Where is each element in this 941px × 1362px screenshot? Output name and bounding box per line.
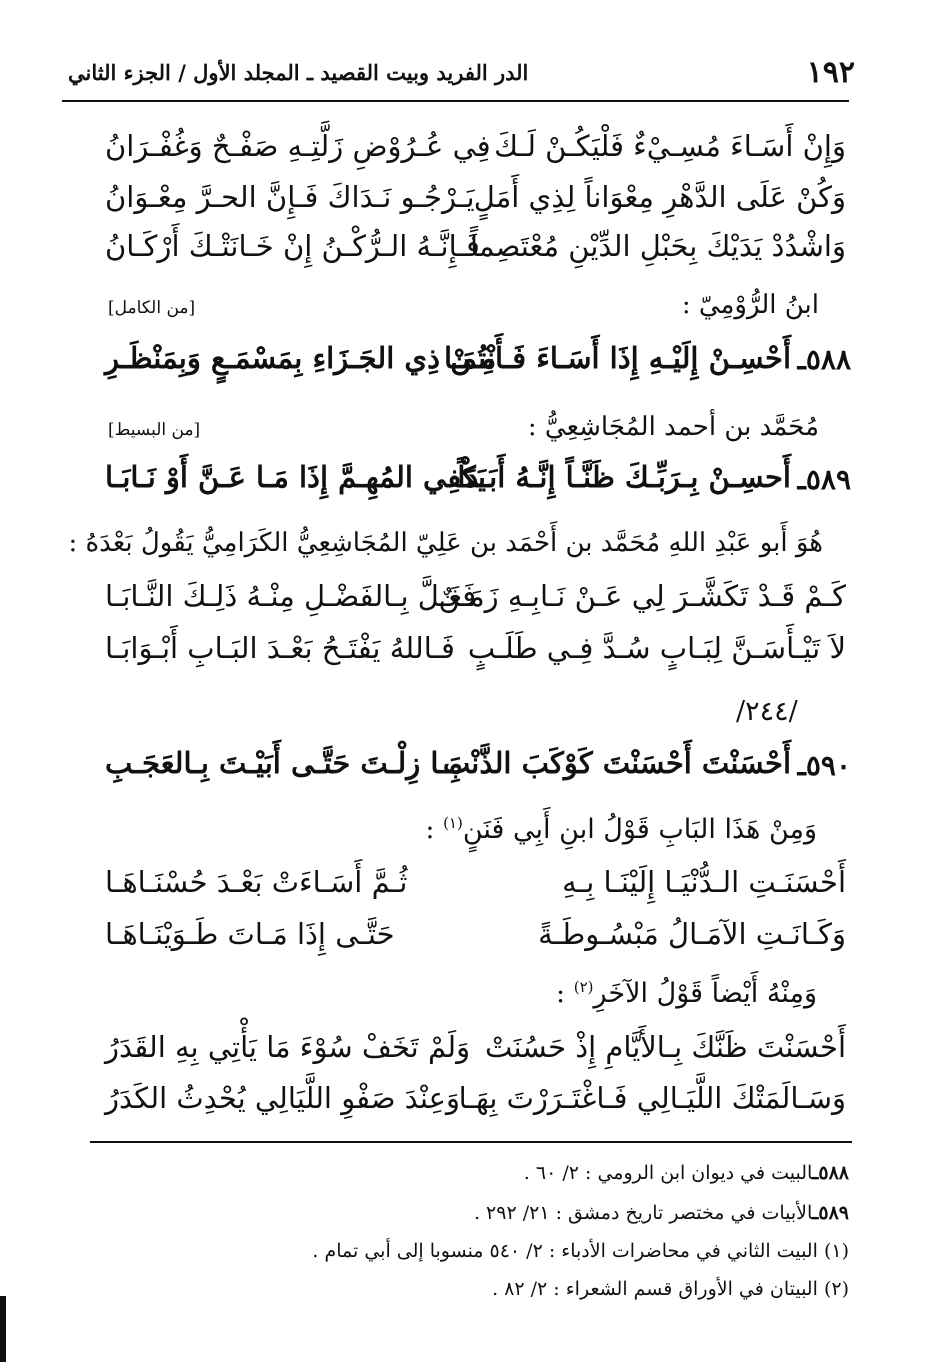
- verse-hemistich-right: أَحْسَنْتَ ظَنَّكَ بِـالأَيَّامِ إِذْ حَسُنَتْ: [484, 1030, 846, 1064]
- verse-hemistich-left: وَعِنْدَ صَفْوِ اللَّيَالِي يُحْدِثُ الكَدَرُ: [105, 1081, 460, 1115]
- footnote: [492, 1278, 849, 1300]
- verse-hemistich-right: كَـمْ قَـدْ تَكَشَّـرَ لِي عَـنْ نَـابِـهِ زَمَـنٌ: [438, 579, 846, 613]
- running-title: الدر الفريد وبيت القصيد ـ المجلد الأول / الجزء الثاني: [68, 60, 529, 85]
- verse-hemistich-right: وَكَـانَـتِ الآمَـالُ مَبْسُـوطَـةً: [538, 917, 846, 951]
- verse-hemistich-right: أَحْسَنْتَ أَحْسَنْتَ كَوْكَبَ الذَّنْبِ: [442, 746, 791, 780]
- poet-name: مُحَمَّد بن أحمد المُجَاشِعِيُّ :: [527, 412, 819, 442]
- verse-hemistich-left: ثُـمَّ أَسَـاءَتْ بَعْـدَ حُسْنَـاهَـا: [105, 865, 408, 899]
- verse-hemistich-left: يَكْفِي المُهِـمَّ إِذَا مَـا عَـنَّ أَوْ نَـابَـا: [105, 460, 486, 494]
- verse-hemistich-right: وَسَـالَمَتْكَ اللَّيَـالِي فَـاغْتَـرَرْتَ بِهَـا: [458, 1081, 846, 1115]
- verse-hemistich-left: حَتَّـى إِذَا مَـاتَ طَـوَيْنَـاهَـا: [105, 917, 395, 951]
- footnote: [312, 1240, 849, 1262]
- footnote-text: الأبيات في مختصر تاريخ دمشق : ٢١/ ٢٩٢ .: [473, 1202, 813, 1224]
- footnote-label: (٢): [823, 1278, 849, 1300]
- verse-hemistich-left: مِـنْ ذِي الجَـزَاءِ بِمَسْمَـعٍ وَبِمَنْظَـرِ: [105, 341, 497, 375]
- entry-number: ٥٩٠ـ: [797, 749, 851, 782]
- page-reference: /٢٤٤/: [736, 696, 798, 727]
- verse-hemistich-left: فِي عُـرُوْضِ زَلَّتِـهِ صَفْـحٌ وَغُفْـرَانُ: [105, 129, 491, 163]
- citation-intro: [556, 978, 817, 1009]
- citation-intro-text: وَمِنْ هَذَا البَابِ قَوْلُ ابنِ أَبِي فَنَنٍ: [462, 814, 817, 845]
- footnote-rule: [90, 1141, 852, 1143]
- citation-intro-colon: :: [556, 978, 574, 1009]
- citation-intro: [425, 814, 817, 845]
- entry-number: ٥٨٨ـ: [797, 343, 851, 376]
- scan-edge-mark: [0, 1296, 6, 1362]
- verse-hemistich-left: فَـاللهُ يَفْتَـحُ بَعْـدَ البَـابِ أَبْـوَابَـا: [105, 631, 455, 665]
- footnote-reference: (١): [443, 814, 463, 832]
- footnote-reference: (٢): [573, 978, 594, 996]
- footnote-label: (١): [823, 1240, 849, 1262]
- footnote: [524, 1162, 849, 1184]
- verse-hemistich-left: فَـإِنَّـهُ الـرُّكْـنُ إِنْ خَـانَتْـكَ أَرْكَـانُ: [105, 229, 480, 263]
- verse-hemistich-right: أَحْسِـنْ إِلَيْـهِ إِذَا أَسَـاءَ فَـأَنْتُمَـا: [444, 341, 791, 375]
- entry-number: ٥٨٩ـ: [797, 463, 851, 496]
- verse-hemistich-left: فَغَـلَّ بِـالفَضْـلِ مِنْـهُ ذَلِـكَ النَّـابَـا: [105, 579, 477, 613]
- verse-hemistich-right: لاَ تَيْـأَسَـنَّ لِبَـابٍ سُـدَّ فِـي طَلَـبٍ: [467, 631, 846, 665]
- biographical-note: هُوَ أَبو عَبْدِ اللهِ مُحَمَّد بن أَحْمَد بن عَلِيّ المُجَاشِعِيُّ الكَرَامِيُّ يَقُولُ بَعْدَهُ :: [68, 528, 823, 558]
- footnote-label: ٥٨٨ـ: [812, 1162, 849, 1184]
- meter-label: [من البسيط]: [108, 420, 201, 440]
- footnote-text: البيتان في الأوراق قسم الشعراء : ٢/ ٨٢ .: [492, 1278, 818, 1300]
- poet-name: ابنُ الرُّوْمِيّ :: [681, 290, 819, 320]
- citation-intro-text: وَمِنْهُ أَيْضاً قَوْلُ الآخَرِ: [593, 978, 817, 1009]
- citation-intro-colon: :: [425, 814, 444, 845]
- footnote: [474, 1202, 849, 1224]
- verse-hemistich-left: يَـرْجُـو نَـدَاكَ فَـإِنَّ الحـرَّ مِعْـوَانُ: [105, 180, 475, 214]
- verse-hemistich-left: مَـا زِلْـتَ حَتَّـى أَبَيْـتَ بِـالعَجَـبِ: [105, 746, 464, 780]
- verse-hemistich-right: وَاشْدُدْ يَدَيْكَ بِحَبْلِ الدِّيْنِ مُعْتَصِماً: [470, 229, 846, 263]
- page-number: ١٩٢: [806, 55, 855, 90]
- footnote-text: البيت في ديوان ابن الرومي : ٢/ ٦٠ .: [523, 1162, 813, 1184]
- footnote-text: البيت الثاني في محاضرات الأدباء : ٢/ ٥٤٠ منسوبا إلى أبي تمام .: [312, 1240, 818, 1262]
- meter-label: [من الكامل]: [108, 298, 196, 318]
- footnote-label: ٥٨٩ـ: [812, 1202, 849, 1224]
- verse-hemistich-right: أَحسِـنْ بِـرَبِّـكَ ظَنَّـاً إِنَّـهُ أَبَـدَاً: [457, 460, 791, 494]
- verse-hemistich-right: أَحْسَنَـتِ الـدُّنْيَـا إِلَيْنَـا بِـهِ: [562, 865, 846, 899]
- verse-hemistich-right: وَإِنْ أَسَـاءَ مُسِـيْءٌ فَلْيَكُـنْ لَـكَ: [494, 129, 846, 163]
- verse-hemistich-left: وَلَمْ تَخَفْ سُوْءَ مَا يَأْتِي بِهِ القَدَرُ: [105, 1030, 471, 1064]
- verse-hemistich-right: وَكُنْ عَلَى الدَّهْرِ مِعْوَاناً لِذِي أَمَلٍ: [473, 180, 846, 214]
- header-rule: [62, 100, 849, 102]
